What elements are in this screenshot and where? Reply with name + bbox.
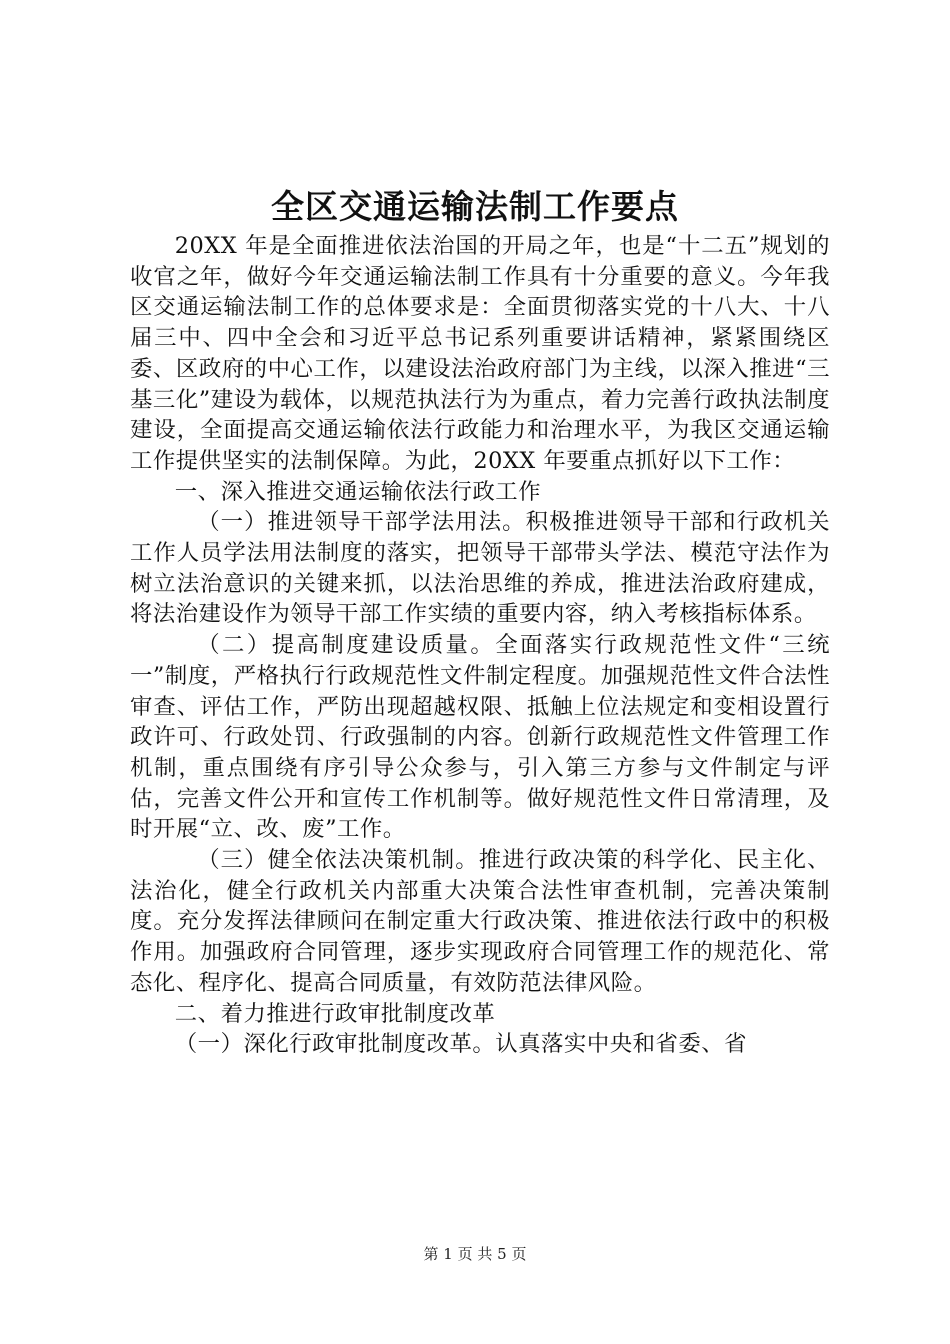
- intro-paragraph: 20XX 年是全面推进依法治国的开局之年，也是“十二五”规划的收官之年，做好今年交通运输法制工作具有十分重要的意义。今年我区交通运输法制工作的总体要求是：全面贯彻落实党的十八大、十八届三中、四中全会和习近平总书记系列重要讲话精神，紧紧围绕区委、区政府的中心工作，以建设法治政府部门为主线，以深入推进“三基三化”建设为载体，以规范执法行为为重点，着力完善行政执法制度建设，全面提高交通运输依法行政能力和治理水平，为我区交通运输工作提供坚实的法制保障。为此，20XX 年要重点抓好以下工作：: [130, 233, 830, 474]
- subsection-paragraph-1-2: （二）提高制度建设质量。全面落实行政规范性文件“三统一”制度，严格执行行政规范性文件制定程度。加强规范性文件合法性审查、评估工作，严防出现超越权限、抵触上位法规定和变相设置行政许可、行政处罚、行政强制的内容。创新行政规范性文件管理工作机制，重点围绕有序引导公众参与，引入第三方参与文件制定与评估，完善文件公开和宣传工作机制等。做好规范性文件日常清理，及时开展“立、改、废”工作。: [130, 632, 830, 843]
- page-footer: 第 1 页 共 5 页: [423, 1245, 527, 1263]
- section-heading-2: 二、着力推进行政审批制度改革: [174, 1000, 496, 1027]
- subsection-paragraph-1-1: （一）推进领导干部学法用法。积极推进领导干部和行政机关工作人员学法用法制度的落实，把领导干部带头学法、模范守法作为树立法治意识的关键来抓，以法治思维的养成，推进法治政府建成，将法治建设作为领导干部工作实绩的重要内容，纳入考核指标体系。: [130, 509, 830, 628]
- section-heading-1: 一、深入推进交通运输依法行政工作: [174, 478, 542, 505]
- subsection-paragraph-1-3: （三）健全依法决策机制。推进行政决策的科学化、民主化、法治化，健全行政机关内部重大决策合法性审查机制，完善决策制度。充分发挥法律顾问在制定重大行政决策、推进依法行政中的积极作用。加强政府合同管理，逐步实现政府合同管理工作的规范化、常态化、程序化、提高合同质量，有效防范法律风险。: [130, 847, 830, 996]
- document-body: [130, 231, 830, 1060]
- document-title: 全区交通运输法制工作要点: [271, 187, 679, 226]
- subsection-paragraph-2-1: （一）深化行政审批制度改革。认真落实中央和省委、省: [174, 1031, 748, 1058]
